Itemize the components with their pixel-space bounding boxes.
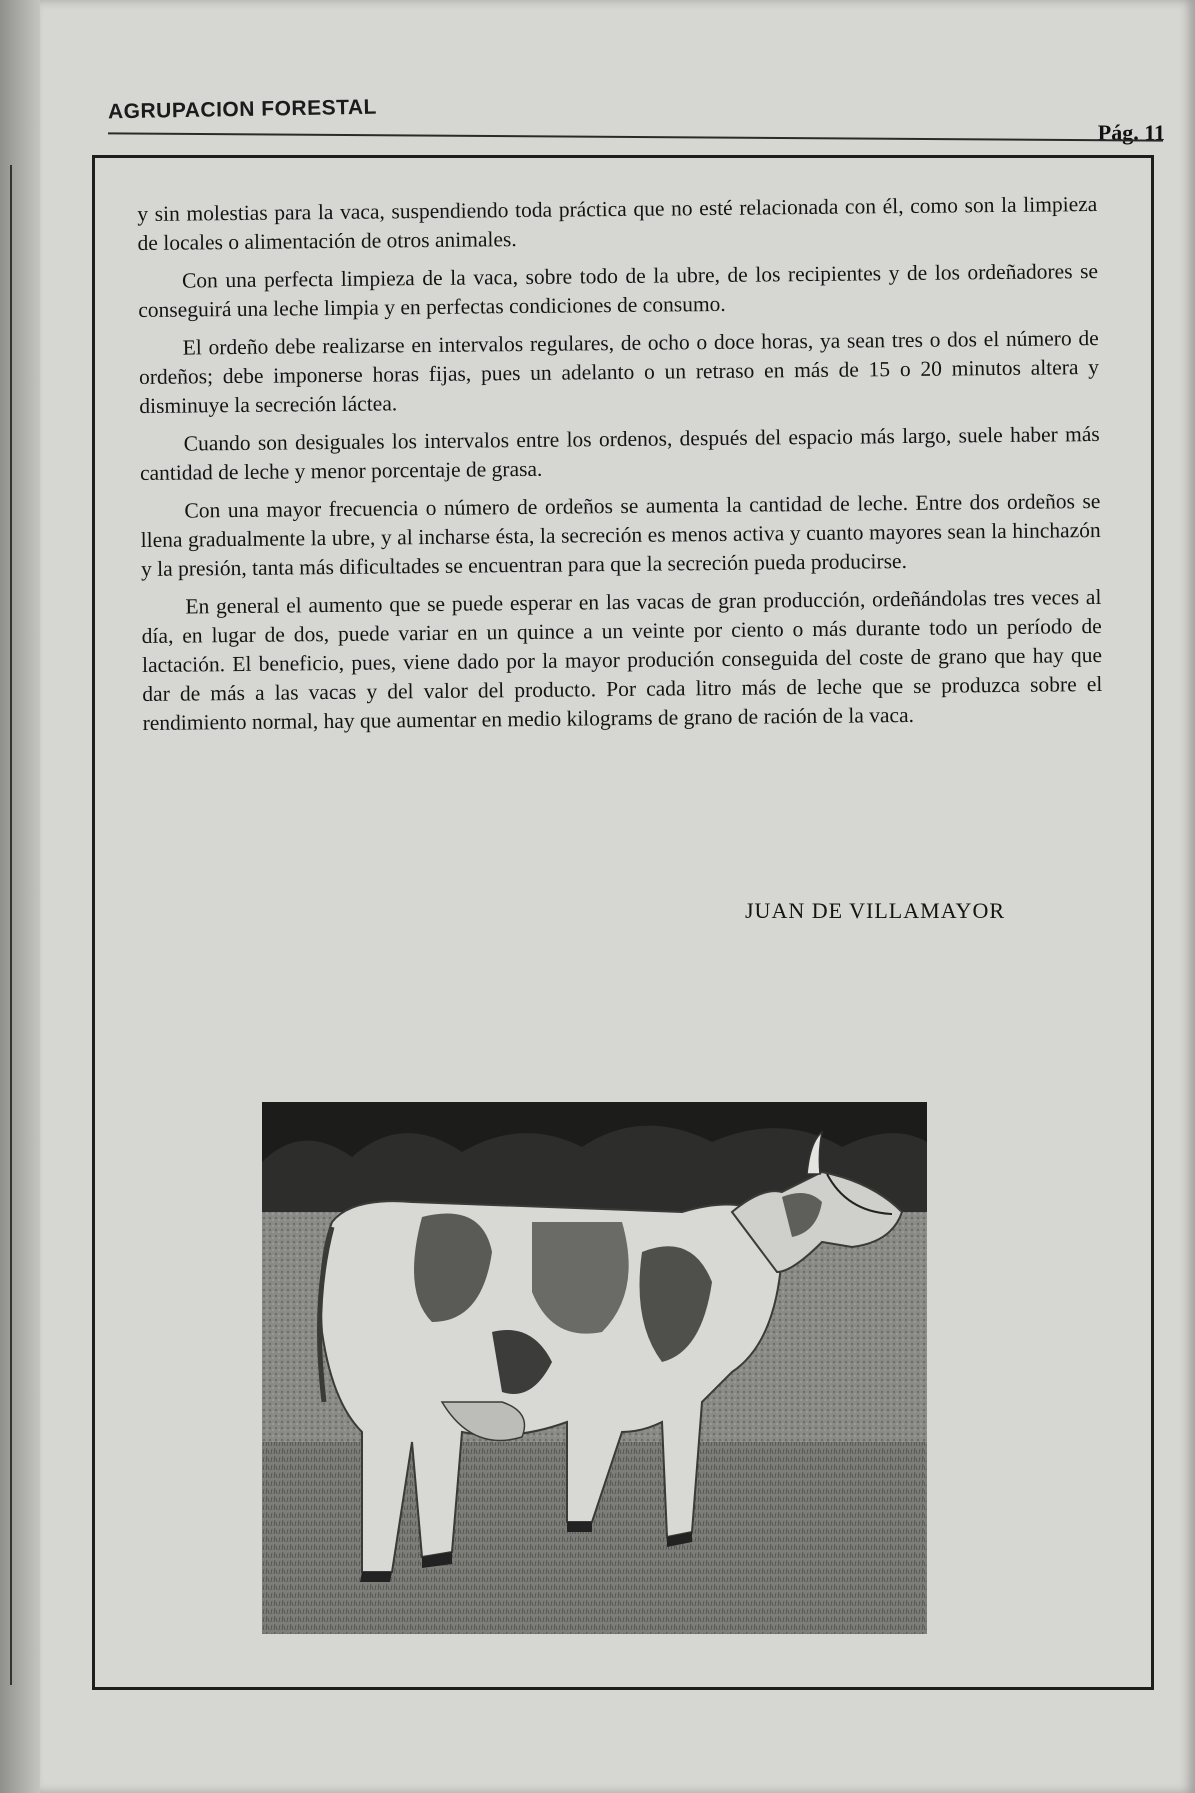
cow-illustration: [262, 1102, 927, 1634]
article-body: [137, 190, 1103, 747]
paragraph: Con una perfecta limpieza de la vaca, sobre todo de la ubre, de los recipientes y de los ordeñadores se conseguirá una leche limpia y en perfectas condiciones de consumo.: [138, 258, 1099, 323]
page-number: Pág. 11: [1097, 120, 1165, 145]
paragraph: El ordeño debe realizarse en intervalos regulares, de ocho o doce horas, ya sean tres o dos el número de ordeños; debe imponerse horas fijas, pues un adelanto o un retraso en más de 15 o 20 minutos altera y disminuye la secreción láctea.: [138, 325, 1100, 419]
adjacent-page-rule: [10, 165, 12, 1685]
publication-title: AGRUPACION FORESTAL: [107, 95, 378, 124]
author-signature: JUAN DE VILLAMAYOR: [745, 898, 1006, 923]
paragraph: En general el aumento que se puede esperar en las vacas de gran producción, ordeñándolas tres veces al día, en lugar de dos, puede variar en un quince a un veinte por ciento o más durante todo un período de lactación. El beneficio, pues, viene dado por la mayor produción conseguida del coste de grano que hay que dar de más a las vacas y del valor del producto. Por cada litro más de leche que se produzca sobre el rendimiento normal, hay que aumentar en medio kilograms de grano de ración de la vaca.: [141, 584, 1103, 736]
book-spine: [0, 0, 40, 1793]
cow-photograph: [262, 1102, 927, 1634]
paragraph: Con una mayor frecuencia o número de ordeños se aumenta la cantidad de leche. Entre dos ordeños se llena gradualmente la ubre, y al incharse ésta, la secreción es menos activa y cuanto mayores sean la hinchazón y la presión, tanta más dificultades se encuentran para que la secreción pueda producirse.: [140, 488, 1101, 582]
paragraph: Cuando son desiguales los intervalos entre los ordenos, después del espacio más largo, suele haber más cantidad de leche y menor porcentaje de grasa.: [139, 421, 1100, 486]
paragraph: y sin molestias para la vaca, suspendiendo toda práctica que no esté relacionada con él, como son la limpieza de locales o alimentación de otros animales.: [137, 191, 1098, 256]
